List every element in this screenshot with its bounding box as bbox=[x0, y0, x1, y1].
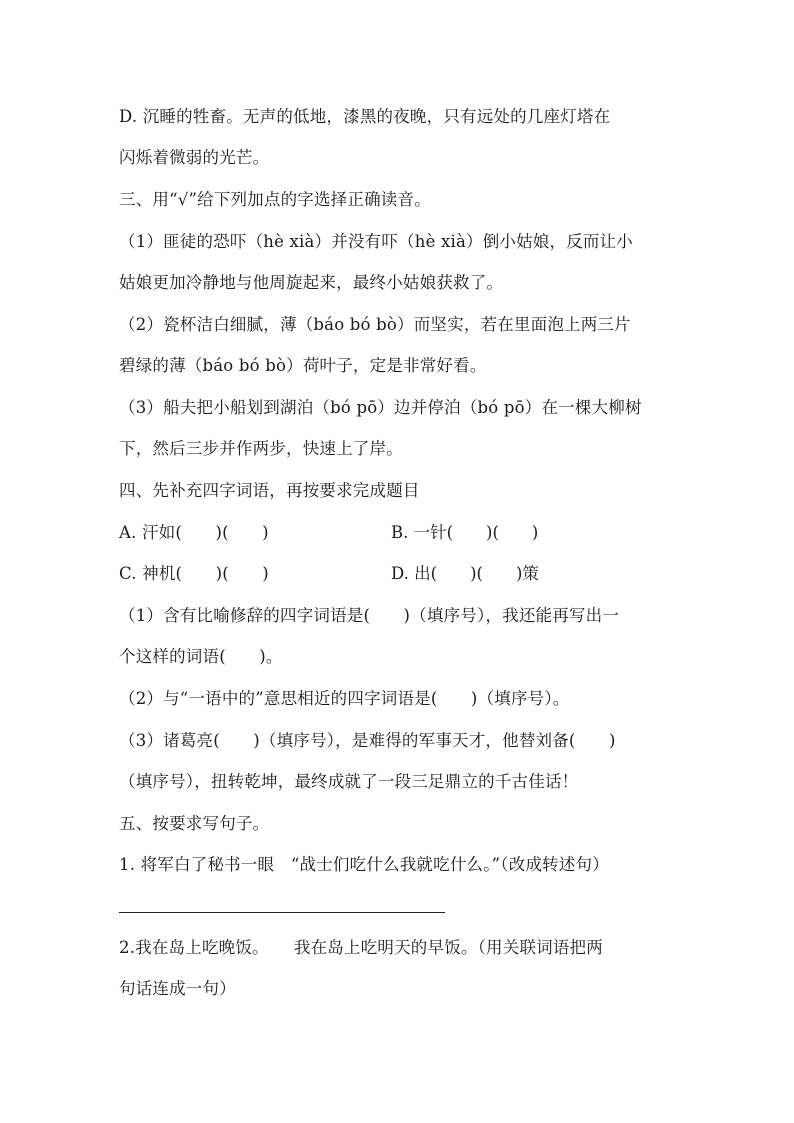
idiom-a: A. 汗如( )( ) bbox=[119, 523, 269, 542]
section-four-heading: 四、先补充四字词语，再按要求完成题目 bbox=[119, 481, 420, 500]
idiom-c: C. 神机( )( ) bbox=[119, 564, 269, 583]
q5-1-line: 1. 将军白了秘书一眼 “战士们吃什么我就吃什么。”（改成转述句） bbox=[119, 855, 609, 874]
q5-2-line-2: 句话连成一句） bbox=[119, 979, 236, 998]
q3-1-line-2: 姑娘更加冷静地与他周旋起来，最终小姑娘获救了。 bbox=[119, 273, 504, 292]
q4-2-line: （2）与“一语中的”意思相近的四字词语是( )（填序号）。 bbox=[119, 689, 570, 708]
q3-3-line-2: 下，然后三步并作两步，快速上了岸。 bbox=[119, 439, 403, 458]
q3-3-line-1: （3）船夫把小船划到湖泊（bó pō）边并停泊（bó pō）在一棵大柳树 bbox=[119, 398, 642, 417]
q3-2-line-2: 碧绿的薄（báo bó bò）荷叶子，定是非常好看。 bbox=[119, 356, 487, 375]
q4-1-line-2: 个这样的词语( )。 bbox=[119, 647, 283, 666]
section-three-heading: 三、用“√”给下列加点的字选择正确读音。 bbox=[119, 190, 431, 209]
q3-1-line-1: （1）匪徒的恐吓（hè xià）并没有吓（hè xià）倒小姑娘，反而让小 bbox=[119, 232, 634, 251]
q4-3-line-2: （填序号），扭转乾坤，最终成就了一段三足鼎立的千古佳话！ bbox=[119, 772, 579, 791]
option-d-line-2: 闪烁着微弱的光芒。 bbox=[119, 148, 270, 167]
idiom-d: D. 出( )( )策 bbox=[391, 564, 539, 583]
q3-2-line-1: （2）瓷杯洁白细腻，薄（báo bó bò）而坚实，若在里面泡上两三片 bbox=[119, 315, 631, 334]
answer-line bbox=[119, 912, 445, 913]
idiom-b: B. 一针( )( ) bbox=[391, 523, 539, 542]
q5-2-line-1: 2.我在岛上吃晚饭。 我在岛上吃明天的早饭。（用关联词语把两 bbox=[119, 938, 603, 957]
section-five-heading: 五、按要求写句子。 bbox=[119, 814, 270, 833]
q4-3-line-1: （3）诸葛亮( )（填序号），是难得的军事天才，他替刘备( ) bbox=[119, 731, 616, 750]
option-d-line-1: D. 沉睡的牲畜。无声的低地，漆黑的夜晚，只有远处的几座灯塔在 bbox=[119, 107, 611, 126]
q4-1-line-1: （1）含有比喻修辞的四字词语是( )（填序号），我还能再写出一 bbox=[119, 606, 620, 625]
